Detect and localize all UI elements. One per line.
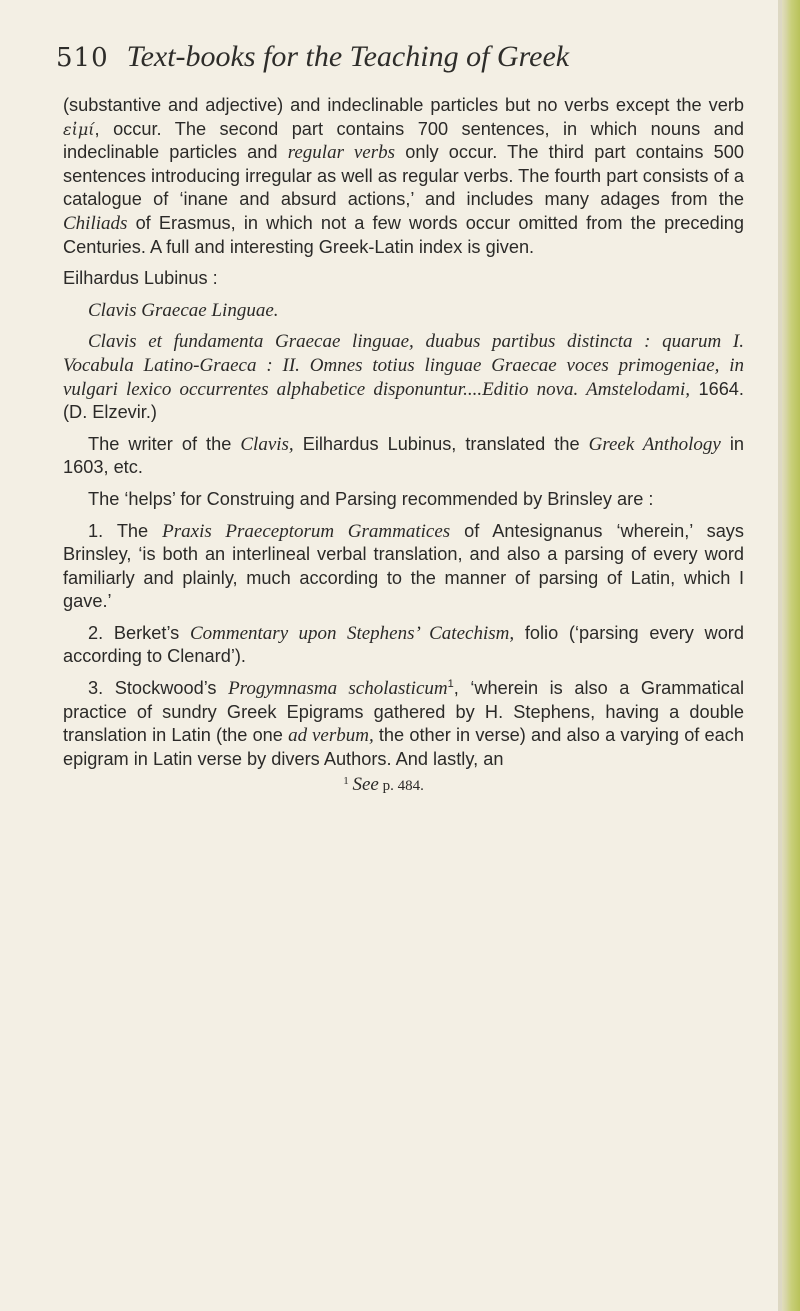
text-run: , ‘wherein is also a Grammatical practice of sundry Greek Epigrams gathered by H. Stephens, having a double translation in Latin (the one: [63, 678, 745, 746]
paragraph: [63, 330, 744, 424]
text-run: 1664. (D. Elzevir.): [63, 378, 744, 423]
running-title: Text-books for the Teaching of Greek: [126, 40, 570, 73]
page-number: 510: [56, 43, 109, 73]
footnote-see: See: [352, 774, 379, 796]
italic-run: ad verbum,: [288, 725, 374, 747]
page-edge: [778, 0, 800, 1311]
paragraph: [63, 622, 744, 669]
footnote-text: p. 484.: [378, 778, 424, 795]
body-text: [63, 94, 744, 799]
italic-run: Commentary upon Stephens’ Catechism,: [189, 622, 515, 644]
text-run: of Antesignanus ‘wherein,’ says Brinsley, ‘is both an interlineal verbal translation, and also a parsing of every word familiarly and plainly, much according to the manner of parsing of Latin, which I gave.’: [63, 520, 744, 612]
text-run: (substantive and adjective) and indeclinable particles but no verbs except the verb: [63, 95, 744, 115]
book-title: Clavis Graecae Linguae.: [88, 299, 279, 321]
text-run: 1. The: [88, 520, 163, 541]
paragraph: [63, 299, 744, 323]
italic-run: Clavis et fundamenta Graecae linguae, duabus partibus distincta : quarum I. Vocabula Latino-Graeca : II. Omnes totius linguae Graecae voces primogeniae, in vulgari lexico occurrentes alphabetice disponuntur....Editio nova. Amstelodami,: [63, 331, 744, 400]
paragraph: [63, 520, 744, 614]
text-run: , occur. The second part contains 700 sentences, in which nouns and indeclinable particles and: [63, 118, 744, 163]
page-header: [56, 40, 744, 74]
text-run: the other in verse) and also a varying of each epigram in Latin verse by divers Authors. And lastly, an: [63, 725, 744, 769]
text-run: 3. Stockwood’s: [88, 678, 229, 699]
italic-run: Chiliads: [63, 212, 128, 234]
italic-run: regular verbs: [287, 142, 396, 164]
text-run: folio (‘parsing every word according to Clenard’).: [63, 622, 744, 667]
greek-word: εἰμί: [63, 119, 95, 139]
paragraph: [63, 677, 744, 771]
text-run: of Erasmus, in which not a few words occur omitted from the preceding Centuries. A full and interesting Greek-Latin index is given.: [63, 212, 744, 257]
paragraph: Eilhardus Lubinus :: [63, 268, 218, 289]
text-run: only occur. The third part contains 500 sentences introducing irregular as well as regular verbs. The fourth part consists of a catalogue of ‘inane and absurd actions,’ and includes many adages from the: [63, 142, 745, 210]
paragraph: [63, 94, 744, 259]
footnote: [23, 773, 744, 799]
paragraph: [63, 433, 744, 480]
text-run: The writer of the: [88, 433, 241, 454]
italic-run: Praxis Praeceptorum Grammatices: [162, 520, 451, 542]
text-run: in 1603, etc.: [63, 433, 744, 478]
text-run: Eilhardus Lubinus, translated the: [293, 433, 589, 454]
footnote-marker: 1: [447, 678, 454, 690]
paragraph: The ‘helps’ for Construing and Parsing recommended by Brinsley are :: [88, 488, 654, 509]
italic-run: Clavis,: [240, 433, 294, 455]
book-page: [56, 40, 744, 799]
text-run: 2. Berket’s: [88, 622, 190, 643]
footnote-number: 1: [343, 775, 349, 788]
italic-run: Progymnasma scholasticum: [228, 678, 448, 700]
italic-run: Greek Anthology: [588, 433, 721, 455]
